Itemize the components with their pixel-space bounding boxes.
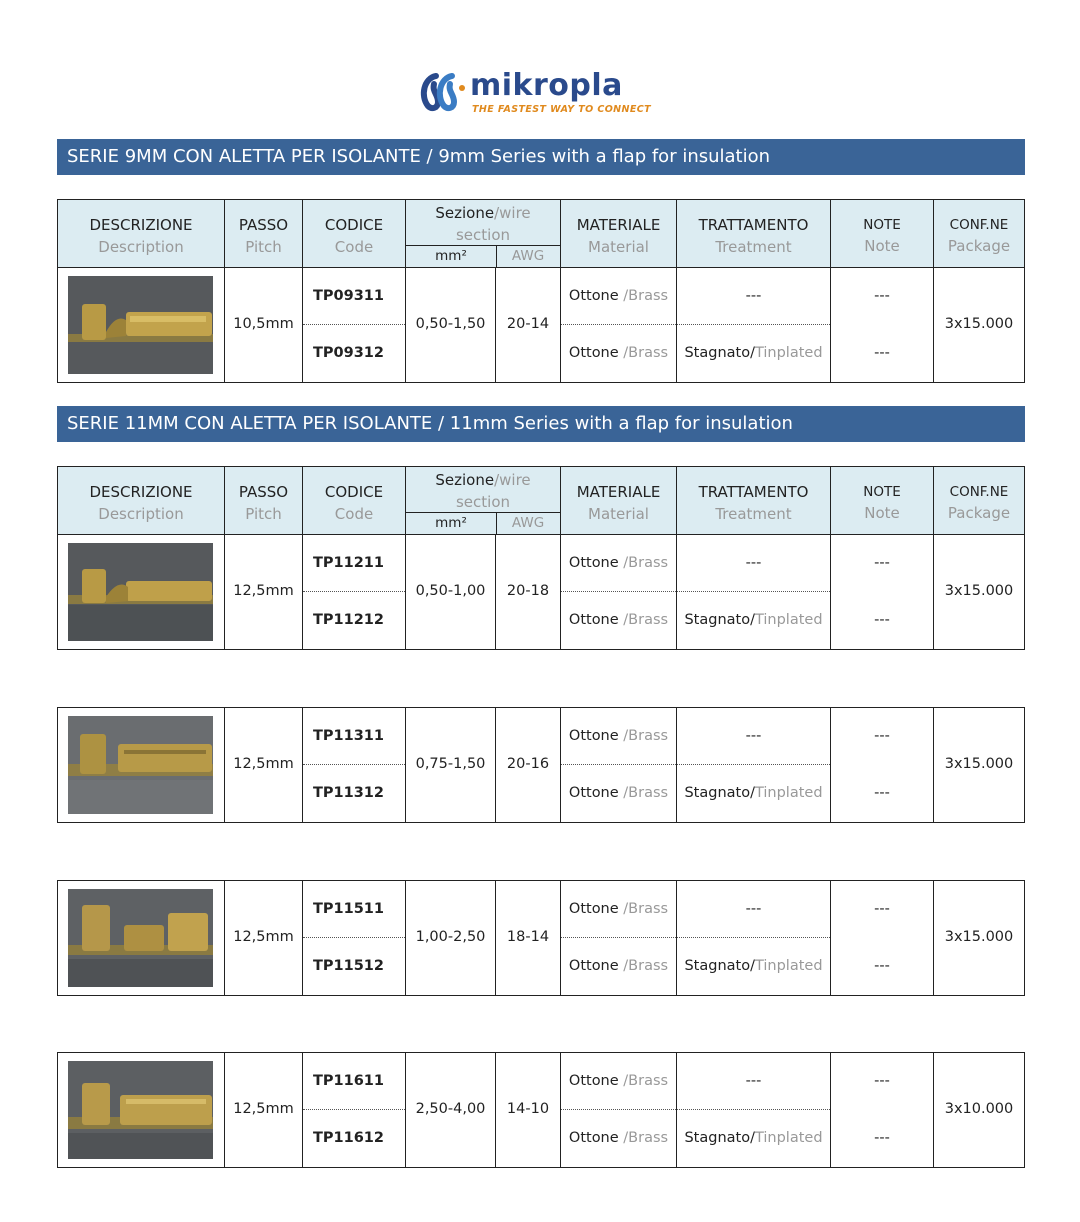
- material-1-en: /Brass: [623, 1073, 669, 1089]
- treatment-2-it: Stagnato/: [684, 345, 755, 361]
- awg-value: 20-18: [506, 583, 550, 599]
- table-row: [58, 535, 1024, 649]
- terminal-photo: [68, 1061, 213, 1159]
- treatment-2-it: Stagnato/: [684, 612, 755, 628]
- awg-value: 18-14: [506, 929, 550, 945]
- pitch-value: 12,5mm: [233, 583, 294, 599]
- header-conf: CONF.NE: [949, 484, 1009, 500]
- header-materiale: MATERIALE: [576, 216, 661, 234]
- header-description: Description: [98, 238, 184, 256]
- table-header: [58, 200, 1024, 268]
- header-sezione: Sezione: [435, 204, 495, 222]
- note-2: ---: [874, 1130, 890, 1146]
- product-table-tp115: [57, 880, 1025, 996]
- header-note: NOTE: [863, 484, 901, 500]
- treatment-2-en: Tinplated: [754, 1130, 823, 1146]
- header-description: Description: [98, 505, 184, 523]
- package-value: 3x15.000: [944, 316, 1014, 332]
- note-2: ---: [874, 612, 890, 628]
- header-trattamento: TRATTAMENTO: [698, 483, 809, 501]
- header-materiale: MATERIALE: [576, 483, 661, 501]
- code-2: TP11312: [313, 785, 384, 801]
- material-1-en: /Brass: [623, 555, 669, 571]
- header-descrizione: DESCRIZIONE: [89, 216, 193, 234]
- header-wire: /wire: [494, 204, 531, 222]
- treatment-2-en: Tinplated: [754, 958, 823, 974]
- header-mm2: mm²: [435, 248, 467, 264]
- code-1: TP09311: [313, 288, 384, 304]
- treatment-1: ---: [745, 728, 762, 744]
- header-codice: CODICE: [324, 483, 384, 501]
- awg-value: 20-16: [506, 756, 550, 772]
- header-note: NOTE: [863, 217, 901, 233]
- package-value: 3x15.000: [944, 583, 1014, 599]
- header-section: section: [455, 226, 511, 244]
- mm2-value: 0,75-1,50: [415, 756, 486, 772]
- series-11mm-banner: SERIE 11MM CON ALETTA PER ISOLANTE / 11mm Series with a flap for insulation: [57, 406, 1025, 442]
- header-code: Code: [334, 505, 374, 523]
- header-wire: /wire: [494, 471, 531, 489]
- pitch-value: 12,5mm: [233, 756, 294, 772]
- table-row: [58, 268, 1024, 382]
- treatment-2-en: Tinplated: [754, 612, 823, 628]
- header-section: section: [455, 493, 511, 511]
- note-2: ---: [874, 958, 890, 974]
- header-descrizione: DESCRIZIONE: [89, 483, 193, 501]
- note-1: ---: [874, 728, 890, 744]
- mm2-value: 0,50-1,00: [415, 583, 486, 599]
- header-passo: PASSO: [238, 483, 289, 501]
- treatment-2-it: Stagnato/: [684, 785, 755, 801]
- package-value: 3x15.000: [944, 756, 1014, 772]
- terminal-photo: [68, 276, 213, 374]
- header-note-en: Note: [864, 504, 900, 522]
- material-1-it: Ottone: [568, 288, 624, 304]
- code-1: TP11611: [313, 1073, 384, 1089]
- code-2: TP11212: [313, 612, 384, 628]
- material-1-en: /Brass: [623, 901, 669, 917]
- header-trattamento: TRATTAMENTO: [698, 216, 809, 234]
- logo-icon: [418, 70, 468, 114]
- treatment-2-en: Tinplated: [754, 345, 823, 361]
- material-2-it: Ottone: [568, 958, 624, 974]
- material-1-en: /Brass: [623, 288, 669, 304]
- treatment-2-it: Stagnato/: [684, 1130, 755, 1146]
- header-awg: AWG: [511, 248, 545, 264]
- package-value: 3x10.000: [944, 1101, 1014, 1117]
- material-1-it: Ottone: [568, 555, 624, 571]
- code-2: TP11612: [313, 1130, 384, 1146]
- pitch-value: 12,5mm: [233, 1101, 294, 1117]
- material-2-en: /Brass: [623, 785, 669, 801]
- note-2: ---: [874, 345, 890, 361]
- package-value: 3x15.000: [944, 929, 1014, 945]
- material-2-it: Ottone: [568, 1130, 624, 1146]
- logo-tagline: THE FASTEST WAY TO CONNECT: [472, 104, 652, 115]
- header-codice: CODICE: [324, 216, 384, 234]
- treatment-2-it: Stagnato/: [684, 958, 755, 974]
- pitch-value: 12,5mm: [233, 929, 294, 945]
- material-2-en: /Brass: [623, 958, 669, 974]
- code-2: TP11512: [313, 958, 384, 974]
- treatment-1: ---: [745, 555, 762, 571]
- treatment-1: ---: [745, 1073, 762, 1089]
- header-treatment: Treatment: [715, 238, 792, 256]
- header-material: Material: [588, 505, 649, 523]
- treatment-2-en: Tinplated: [754, 785, 823, 801]
- treatment-1: ---: [745, 901, 762, 917]
- table-header: [58, 467, 1024, 535]
- product-table-tp113: [57, 707, 1025, 823]
- mm2-value: 2,50-4,00: [415, 1101, 486, 1117]
- brand-logo: [418, 66, 658, 122]
- header-package: Package: [947, 237, 1011, 255]
- header-awg: AWG: [511, 515, 545, 531]
- note-2: ---: [874, 785, 890, 801]
- material-2-en: /Brass: [623, 345, 669, 361]
- mm2-value: 0,50-1,50: [415, 316, 486, 332]
- header-note-en: Note: [864, 237, 900, 255]
- mm2-value: 1,00-2,50: [415, 929, 486, 945]
- material-1-it: Ottone: [568, 1073, 624, 1089]
- header-treatment: Treatment: [715, 505, 792, 523]
- table-row: [58, 708, 1024, 822]
- series-11mm-table: [57, 466, 1025, 650]
- awg-value: 20-14: [506, 316, 550, 332]
- note-1: ---: [874, 555, 890, 571]
- code-1: TP11511: [313, 901, 384, 917]
- terminal-photo: [68, 716, 213, 814]
- material-1-en: /Brass: [623, 728, 669, 744]
- material-2-en: /Brass: [623, 1130, 669, 1146]
- material-2-it: Ottone: [568, 785, 624, 801]
- table-row: [58, 881, 1024, 995]
- treatment-1: ---: [745, 288, 762, 304]
- material-1-it: Ottone: [568, 901, 624, 917]
- terminal-photo: [68, 543, 213, 641]
- awg-value: 14-10: [506, 1101, 550, 1117]
- material-2-it: Ottone: [568, 612, 624, 628]
- note-1: ---: [874, 288, 890, 304]
- product-table-tp116: [57, 1052, 1025, 1168]
- note-1: ---: [874, 901, 890, 917]
- terminal-photo: [68, 889, 213, 987]
- code-1: TP11311: [313, 728, 384, 744]
- note-1: ---: [874, 1073, 890, 1089]
- header-material: Material: [588, 238, 649, 256]
- code-1: TP11211: [313, 555, 384, 571]
- logo-name: mikropla: [470, 68, 623, 103]
- header-passo: PASSO: [238, 216, 289, 234]
- header-sezione: Sezione: [435, 471, 495, 489]
- material-2-it: Ottone: [568, 345, 624, 361]
- header-mm2: mm²: [435, 515, 467, 531]
- header-code: Code: [334, 238, 374, 256]
- series-9mm-table: [57, 199, 1025, 383]
- table-row: [58, 1053, 1024, 1167]
- pitch-value: 10,5mm: [233, 316, 294, 332]
- header-package: Package: [947, 504, 1011, 522]
- header-conf: CONF.NE: [949, 217, 1009, 233]
- header-pitch: Pitch: [245, 238, 282, 256]
- header-pitch: Pitch: [245, 505, 282, 523]
- material-1-it: Ottone: [568, 728, 624, 744]
- series-9mm-banner: SERIE 9MM CON ALETTA PER ISOLANTE / 9mm Series with a flap for insulation: [57, 139, 1025, 175]
- code-2: TP09312: [313, 345, 384, 361]
- material-2-en: /Brass: [623, 612, 669, 628]
